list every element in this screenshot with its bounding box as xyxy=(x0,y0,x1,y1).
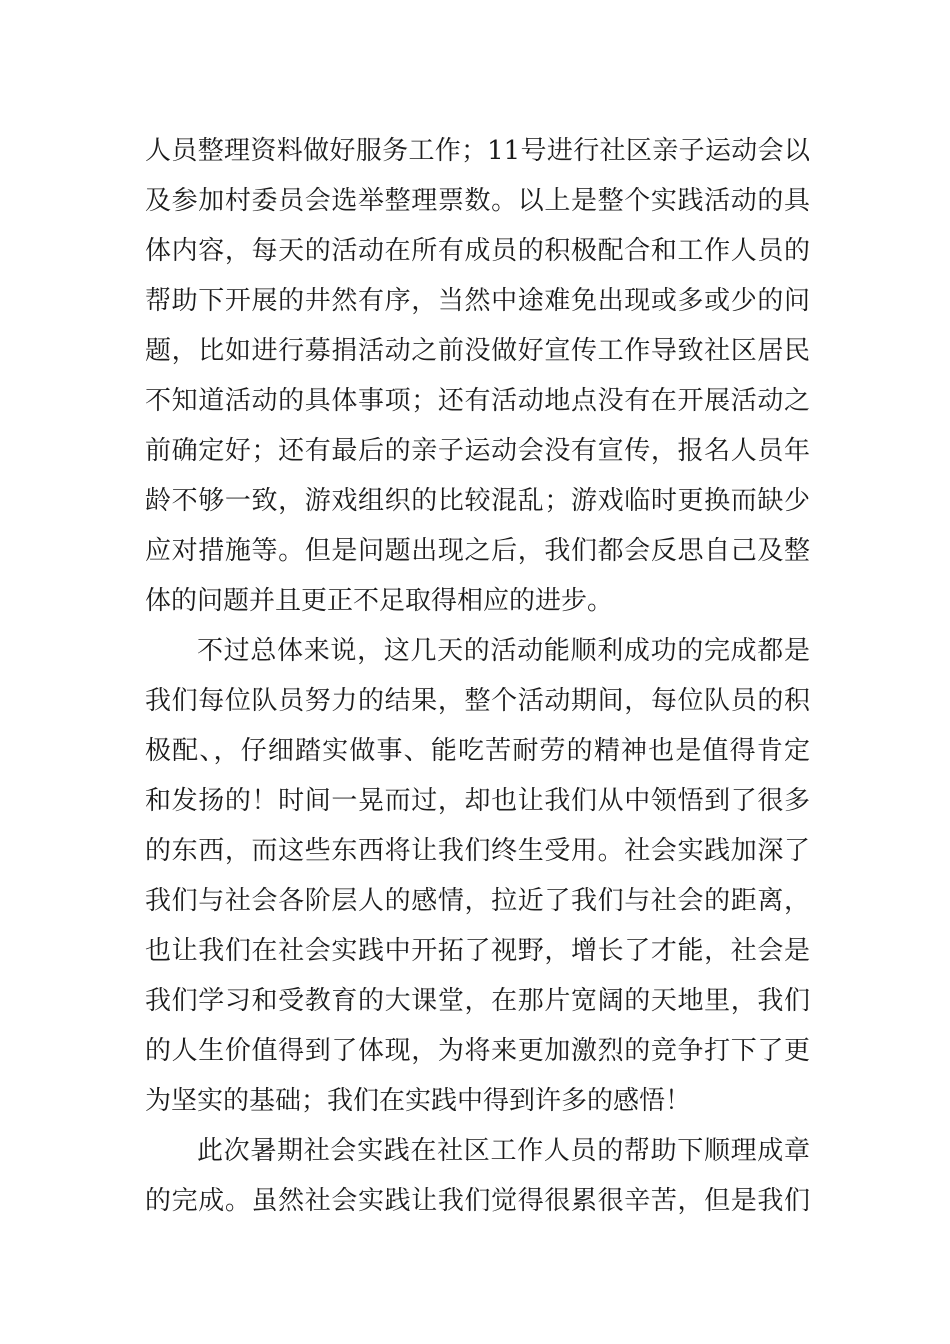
paragraph-line: 帮助下开展的井然有序，当然中途难免出现或多或少的问 xyxy=(145,286,810,316)
paragraph-3 xyxy=(145,1126,810,1226)
paragraph-line: 及参加村委员会选举整理票数。以上是整个实践活动的具 xyxy=(145,186,810,216)
paragraph-line: 题，比如进行募捐活动之前没做好宣传工作导致社区居民 xyxy=(145,336,810,366)
paragraph-line: 不过总体来说，这几天的活动能顺利成功的完成都是 xyxy=(197,636,810,666)
paragraph-line: 我们学习和受教育的大课堂，在那片宽阔的天地里，我们 xyxy=(145,986,810,1016)
paragraph-line: 体内容，每天的活动在所有成员的积极配合和工作人员的 xyxy=(145,236,810,266)
paragraph-line: 的人生价值得到了体现，为将来更加激烈的竞争打下了更 xyxy=(145,1036,810,1066)
paragraph-line: 为坚实的基础；我们在实践中得到许多的感悟！ xyxy=(145,1086,692,1116)
paragraph-line: 我们与社会各阶层人的感情，拉近了我们与社会的距离， xyxy=(145,886,810,916)
paragraph-line: 和发扬的！时间一晃而过，却也让我们从中领悟到了很多 xyxy=(145,786,810,816)
paragraph-1 xyxy=(145,126,810,626)
paragraph-line: 此次暑期社会实践在社区工作人员的帮助下顺理成章 xyxy=(197,1136,810,1166)
paragraph-line: 龄不够一致，游戏组织的比较混乱；游戏临时更换而缺少 xyxy=(145,486,810,516)
paragraph-line: 也让我们在社会实践中开拓了视野，增长了才能，社会是 xyxy=(145,936,810,966)
paragraph-line: 的东西，而这些东西将让我们终生受用。社会实践加深了 xyxy=(145,836,810,866)
paragraph-line: 体的问题并且更正不足取得相应的进步。 xyxy=(145,586,614,616)
paragraph-line: 人员整理资料做好服务工作；11号进行社区亲子运动会以 xyxy=(145,136,810,166)
paragraph-line: 不知道活动的具体事项；还有活动地点没有在开展活动之 xyxy=(145,386,810,416)
paragraph-line: 的完成。虽然社会实践让我们觉得很累很辛苦，但是我们 xyxy=(145,1186,810,1216)
paragraph-2 xyxy=(145,626,810,1126)
paragraph-line: 我们每位队员努力的结果，整个活动期间，每位队员的积 xyxy=(145,686,810,716)
paragraph-line: 极配、，仔细踏实做事、能吃苦耐劳的精神也是值得肯定 xyxy=(145,736,810,766)
paragraph-line: 前确定好；还有最后的亲子运动会没有宣传，报名人员年 xyxy=(145,436,810,466)
document-body xyxy=(145,126,810,1226)
paragraph-line: 应对措施等。但是问题出现之后，我们都会反思自己及整 xyxy=(145,536,810,566)
